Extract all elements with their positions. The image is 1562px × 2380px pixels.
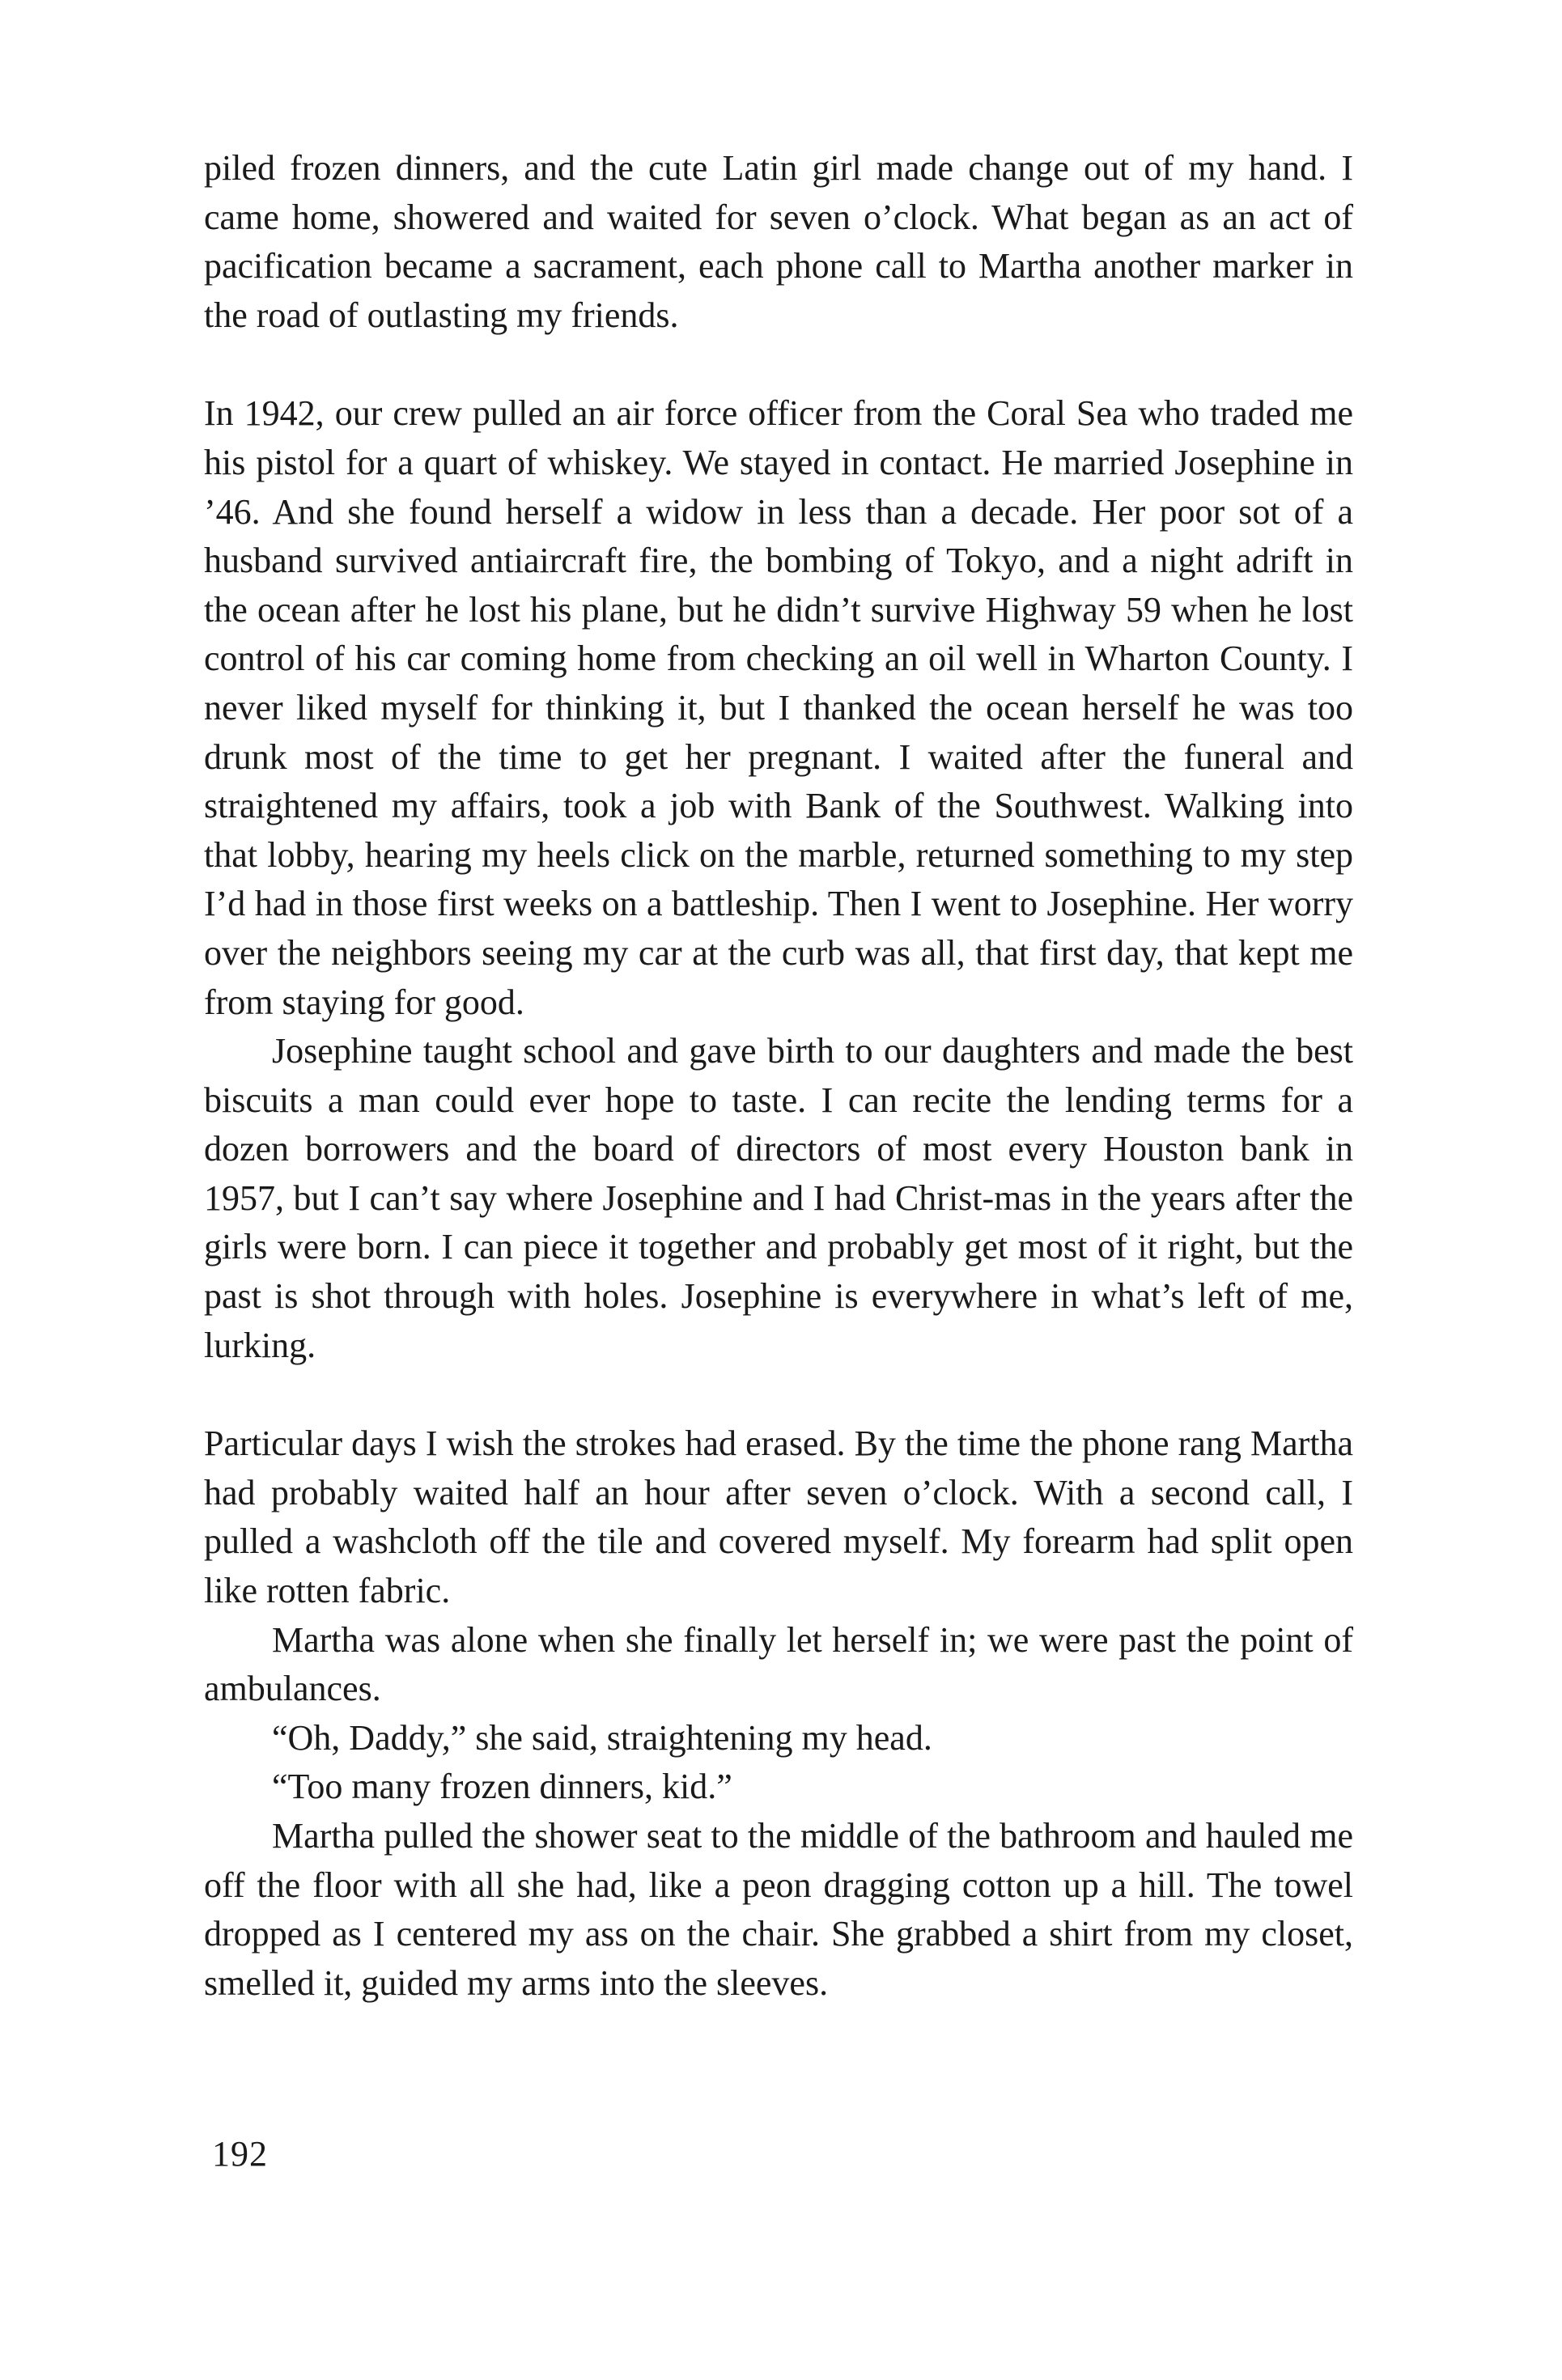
paragraph-3: Josephine taught school and gave birth to our daughters and made the best biscuits a man could ever hope to taste. I can recite the lending terms for a dozen borrowers and the board of directors of most every Houston bank in 1957, but I can’t say where Josephine and I had Christ-mas in the years after the girls were born. I can piece it together and probably get most of it right, but the past is shot through with holes. Josephine is everywhere in what’s left of me, lurking.	[204, 1031, 1353, 1365]
paragraph-4: Particular days I wish the strokes had erased. By the time the phone rang Martha had probably waited half an hour after seven o’clock. With a second call, I pulled a washcloth off the tile and covered myself. My forearm had split open like rotten fabric.	[204, 1423, 1353, 1611]
dialogue-line-2: “Too many frozen dinners, kid.”	[272, 1767, 732, 1807]
paragraph-8: Martha pulled the shower seat to the middle of the bathroom and hauled me off the floor with all she had, like a peon dragging cotton up a hill. The towel dropped as I centered my ass on the chair. She grabbed a shirt from my closet, smelled it, guided my arms into the sleeves.	[204, 1816, 1353, 2003]
paragraph-1: piled frozen dinners, and the cute Latin girl made change out of my hand. I came home, showered and waited for seven o’clock. What began as an act of pacification became a sacrament, each phone call to Martha another marker in the road of outlasting my friends.	[204, 148, 1353, 335]
paragraph-5: Martha was alone when she finally let herself in; we were past the point of ambulances.	[204, 1619, 1353, 1709]
dialogue-line-1: “Oh, Daddy,” she said, straightening my head.	[272, 1717, 932, 1758]
page-body	[204, 144, 1353, 2008]
page-number: 192	[212, 2134, 268, 2174]
paragraph-2: In 1942, our crew pulled an air force officer from the Coral Sea who traded me his pistol for a quart of whiskey. We stayed in contact. He married Josephine in ’46. And she found herself a widow in less than a decade. Her poor sot of a husband survived antiaircraft fire, the bombing of Tokyo, and a night adrift in the ocean after he lost his plane, but he didn’t survive Highway 59 when he lost control of his car coming home from checking an oil well in Wharton County. I never liked myself for thinking it, but I thanked the ocean herself he was too drunk most of the time to get her pregnant. I waited after the funeral and straightened my affairs, took a job with Bank of the Southwest. Walking into that lobby, hearing my heels click on the marble, returned something to my step I’d had in those first weeks on a battleship. Then I went to Josephine. Her worry over the neighbors seeing my car at the curb was all, that first day, that kept me from staying for good.	[204, 393, 1353, 1022]
